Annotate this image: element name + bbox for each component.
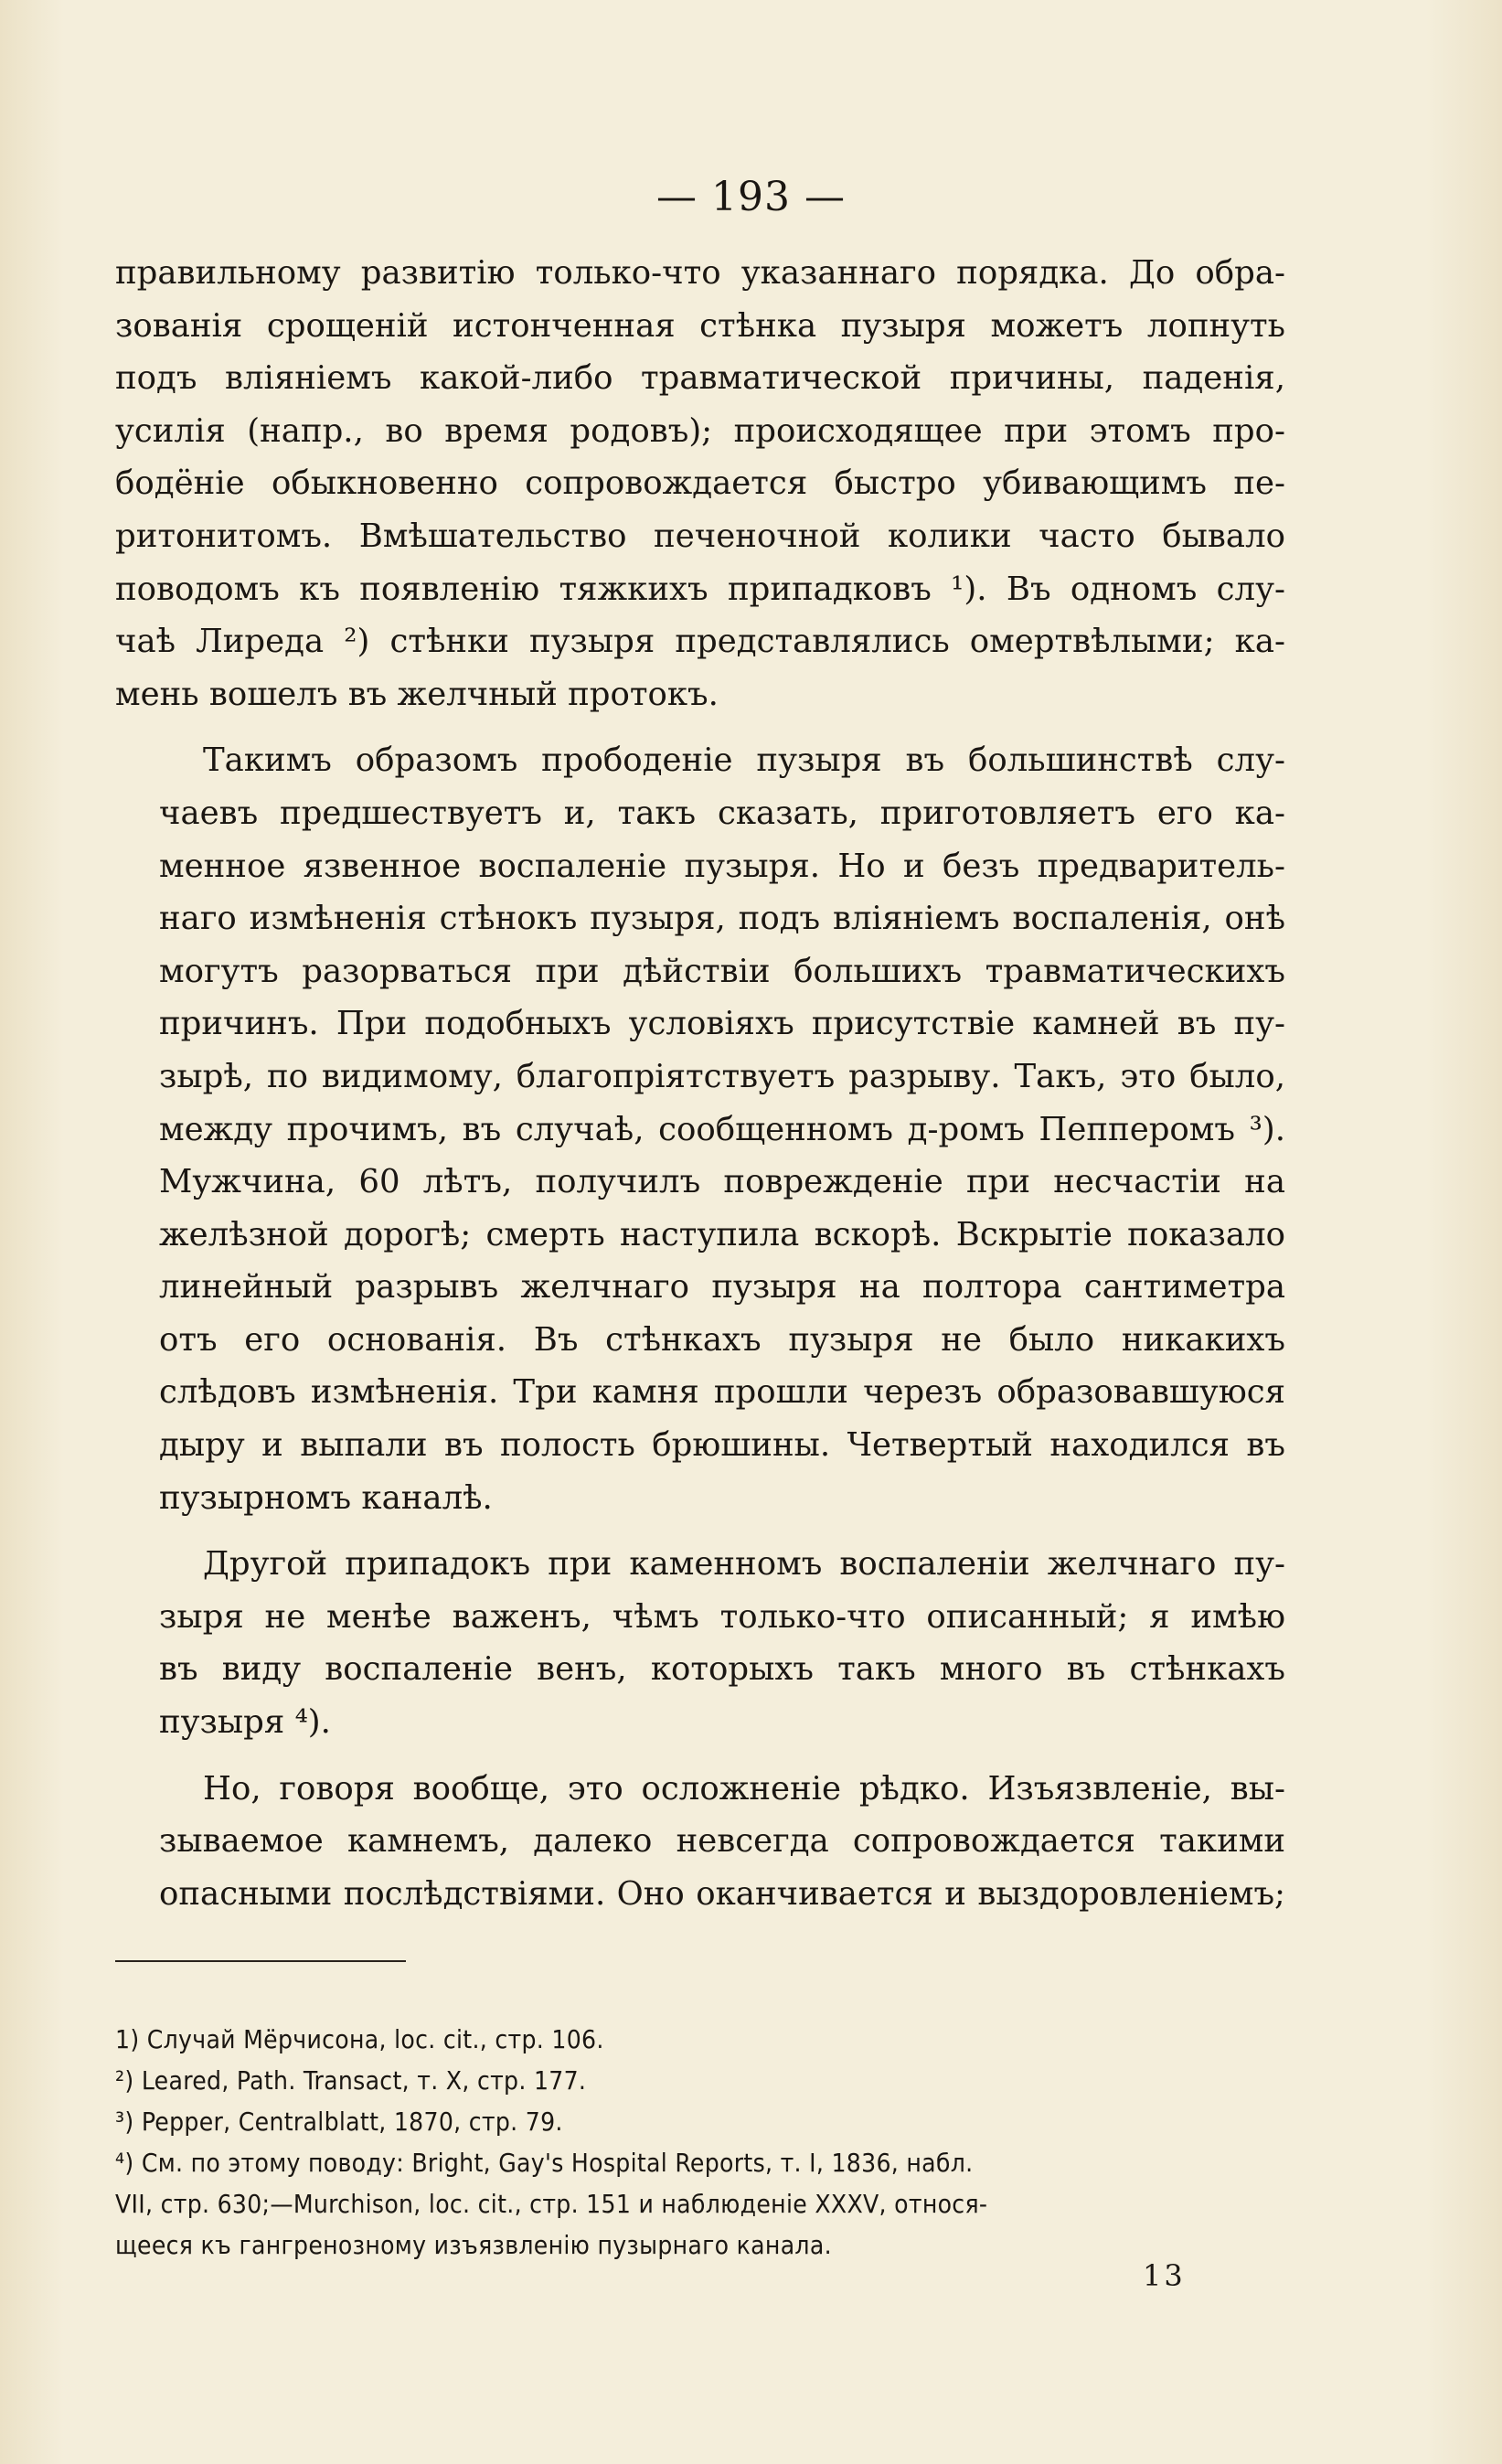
footnote-3: ³) Pepper, Centralblatt, 1870, стр. 79. <box>115 2107 563 2137</box>
paragraph-2 <box>115 734 1285 1524</box>
text-line: зованія срощеній истонченная стѣнка пузыря можетъ лопнуть <box>115 306 1285 345</box>
text-line: могутъ разорваться при дѣйствіи большихъ травматическихъ <box>159 952 1285 990</box>
text-line: въ виду воспаленіе венъ, которыхъ такъ много въ стѣнкахъ <box>159 1650 1285 1689</box>
text-line: усилія (напр., во время родовъ); происходящее при этомъ про- <box>115 411 1285 450</box>
footnote-4-continued: VII, стр. 630;—Murchison, loc. cit., стр. 151 и наблюденіе XXXV, относя- <box>115 2189 988 2219</box>
paragraph-3 <box>115 1538 1285 1748</box>
main-text <box>115 247 1285 1920</box>
text-line: чаѣ Лиреда ²) стѣнки пузыря представлялись омертвѣлыми; ка- <box>115 623 1285 661</box>
text-line: правильному развитію только-что указаннаго порядка. До обра- <box>115 254 1285 292</box>
text-line: дыру и выпали въ полость брюшины. Четвертый находился въ <box>159 1426 1285 1465</box>
text-line: причинъ. При подобныхъ условіяхъ присутствіе камней въ пу- <box>159 1005 1285 1043</box>
footnote-4-end: щееся къ гангренозному изъязвленію пузырнаго канала. <box>115 2230 832 2260</box>
footnote-1: 1) Случай Мёрчисона, loc. cit., стр. 106. <box>115 2024 604 2054</box>
text-line: наго измѣненія стѣнокъ пузыря, подъ вліяніемъ воспаленія, онѣ <box>159 900 1285 938</box>
footnote-separator-rule <box>115 1960 406 1962</box>
text-line: отъ его основанія. Въ стѣнкахъ пузыря не было никакихъ <box>159 1320 1285 1359</box>
text-line: зываемое камнемъ, далеко невсегда сопровождается такими <box>159 1822 1285 1861</box>
paragraph-4 <box>115 1763 1285 1921</box>
text-line: Но, говоря вообще, это осложненіе рѣдко. Изъязвленіе, вы- <box>203 1769 1285 1808</box>
text-line: опасными послѣдствіями. Оно оканчивается и выздоровленіемъ; <box>159 1874 1285 1913</box>
text-line: поводомъ къ появленію тяжкихъ припадковъ ¹). Въ одномъ слу- <box>115 570 1285 608</box>
signature-mark: 13 <box>1143 2258 1186 2293</box>
text-line: ритонитомъ. Вмѣшательство печеночной колики часто бывало <box>115 517 1285 555</box>
text-line: пузырномъ каналѣ. <box>159 1478 493 1517</box>
text-line: линейный разрывъ желчнаго пузыря на полтора сантиметра <box>159 1268 1285 1307</box>
footnotes <box>115 2019 1285 2266</box>
text-line: Такимъ образомъ прободеніе пузыря въ большинствѣ слу- <box>203 741 1285 780</box>
paragraph-1 <box>115 247 1285 720</box>
text-line: Мужчина, 60 лѣтъ, получилъ поврежденіе при несчастіи на <box>159 1163 1285 1201</box>
text-line: мень вошелъ въ желчный протокъ. <box>115 675 719 713</box>
footnote-4: ⁴) См. по этому поводу: Bright, Gay's Hospital Reports, т. I, 1836, набл. <box>115 2148 974 2178</box>
text-line: пузыря ⁴). <box>159 1703 331 1742</box>
text-line: бодёніе обыкновенно сопровождается быстро убивающимъ пе- <box>115 464 1285 503</box>
text-line: желѣзной дорогѣ; смерть наступила вскорѣ. Вскрытіе показало <box>159 1215 1285 1253</box>
text-line: Другой припадокъ при каменномъ воспаленіи желчнаго пу- <box>203 1545 1285 1584</box>
text-line: чаевъ предшествуетъ и, такъ сказать, приготовляетъ его ка- <box>159 794 1285 832</box>
text-line: менное язвенное воспаленіе пузыря. Но и безъ предваритель- <box>159 847 1285 885</box>
text-line: подъ вліяніемъ какой-либо травматической причины, паденія, <box>115 359 1285 398</box>
text-line: слѣдовъ измѣненія. Три камня прошли черезъ образовавшуюся <box>159 1373 1285 1412</box>
page-number: — 193 — <box>656 174 846 220</box>
text-line: между прочимъ, въ случаѣ, сообщенномъ д-ромъ Пепперомъ ³). <box>159 1110 1285 1148</box>
text-line: зыря не менѣе важенъ, чѣмъ только-что описанный; я имѣю <box>159 1597 1285 1636</box>
text-line: зырѣ, по видимому, благопріятствуетъ разрыву. Такъ, это было, <box>159 1057 1285 1095</box>
footnote-2: ²) Leared, Path. Transact, т. X, стр. 177. <box>115 2065 587 2096</box>
